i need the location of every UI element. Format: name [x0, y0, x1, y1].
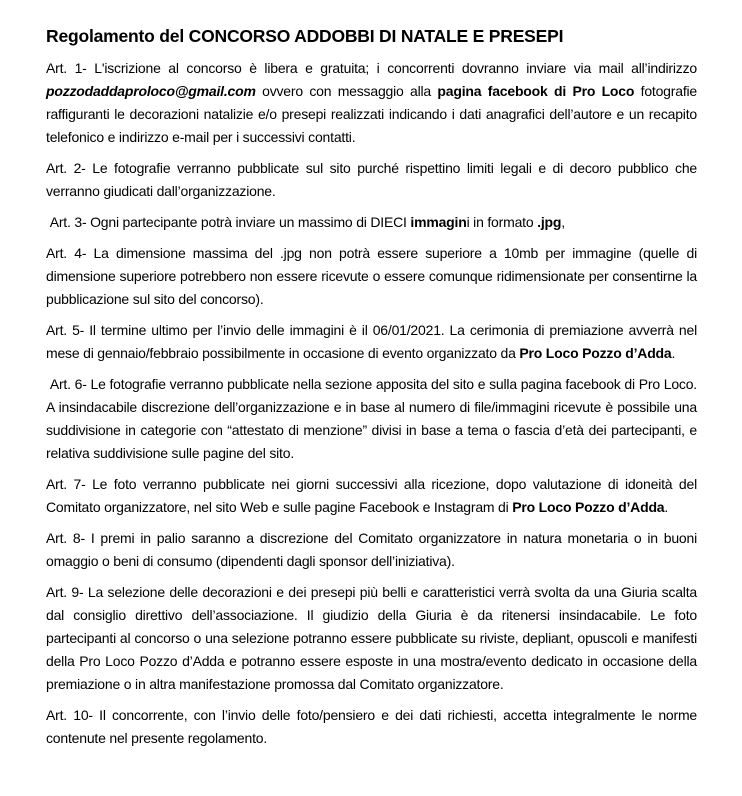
article-4 [46, 242, 697, 311]
text-run: ovvero con messaggio alla [255, 83, 438, 99]
document-title: Regolamento del CONCORSO ADDOBBI DI NATALE E PRESEPI [46, 26, 564, 46]
article-10 [46, 704, 697, 750]
article-6 [46, 373, 697, 465]
article-9 [46, 581, 697, 696]
text-run: . [664, 499, 669, 515]
article-2 [46, 157, 697, 203]
text-run: Art. 9- La selezione delle decorazioni e dei presepi più belli e caratteristici verrà svolta da una Giuria scalta dal consiglio direttivo dell’associazione. Il giudizio della Giuria è da ritenersi insindacabile. Le foto partecipanti al concorso o una selezione potranno essere pubblicate su riviste, depliant, opuscoli e manifesti della Pro Loco Pozzo d’Adda e potranno essere esposte in una mostra/evento dedicato in occasione della premiazione o in altra manifestazione promossa dal Comitato organizzatore. [46, 584, 697, 692]
text-run: i in formato [466, 214, 538, 230]
emphasis-text-run: pozzodaddaproloco@gmail.com [46, 83, 256, 99]
article-5 [46, 319, 697, 365]
text-run: Art. 1- L'iscrizione al concorso è libera e gratuita; i concorrenti dovranno inviare via mail all’indirizzo [46, 60, 697, 76]
article-3 [46, 211, 697, 234]
article-1 [46, 57, 697, 149]
emphasis-text-run: .jpg [537, 214, 562, 230]
text-run: Art. 7- Le foto verranno pubblicate nei giorni successivi alla ricezione, dopo valutazione di idoneità del Comitato organizzatore, nel sito Web e sulle pagine Facebook e Instagram di [46, 476, 697, 515]
text-run: Art. 8- I premi in palio saranno a discrezione del Comitato organizzatore in natura monetaria o in buoni omaggio o beni di consumo (dipendenti dagli sponsor dell’iniziativa). [46, 530, 697, 569]
text-run: Art. 10- Il concorrente, con l’invio delle foto/pensiero e dei dati richiesti, accetta integralmente le norme contenute nel presente regolamento. [46, 707, 697, 746]
emphasis-text-run: pagina facebook di Pro Loco [437, 83, 635, 99]
text-run: Art. 4- La dimensione massima del .jpg non potrà essere superiore a 10mb per immagine (quelle di dimensione superiore potrebbero non essere ricevute o essere comunque ridimensionate per consentirne la pubblicazione sul sito del concorso). [46, 245, 697, 307]
emphasis-text-run: Pro Loco Pozzo d’Adda [519, 345, 672, 361]
text-run: . [671, 345, 676, 361]
emphasis-text-run: immagin [410, 214, 467, 230]
article-8 [46, 527, 697, 573]
text-run: fotografie raffiguranti le decorazioni natalizie e/o presepi realizzati indicando i dati anagrafici dell’autore e un recapito telefonico e indirizzo e-mail per i successivi contatti. [46, 83, 698, 145]
text-run: Art. 6- Le fotografie verranno pubblicate nella sezione apposita del sito e sulla pagina facebook di Pro Loco. A insindacabile discrezione dell’organizzazione e in base al numero di file/immagini ricevute è possibile una suddivisione in categorie con “attestato di menzione” divisi in base a tema o fascia d’età dei partecipanti, e relativa suddivisione sulle pagine del sito. [46, 376, 697, 461]
text-run: Art. 2- Le fotografie verranno pubblicate sul sito purché rispettino limiti legali e di decoro pubblico che verranno giudicati dall’organizzazione. [46, 160, 697, 199]
article-7 [46, 473, 697, 519]
emphasis-text-run: Pro Loco Pozzo d’Adda [512, 499, 665, 515]
text-run: Art. 5- Il termine ultimo per l’invio delle immagini è il 06/01/2021. La cerimonia di premiazione avverrà nel mese di gennaio/febbraio possibilmente in occasione di evento organizzato da [46, 322, 697, 361]
text-run: Art. 3- Ogni partecipante potrà inviare un massimo di DIECI [46, 214, 411, 230]
text-run: , [561, 214, 565, 230]
